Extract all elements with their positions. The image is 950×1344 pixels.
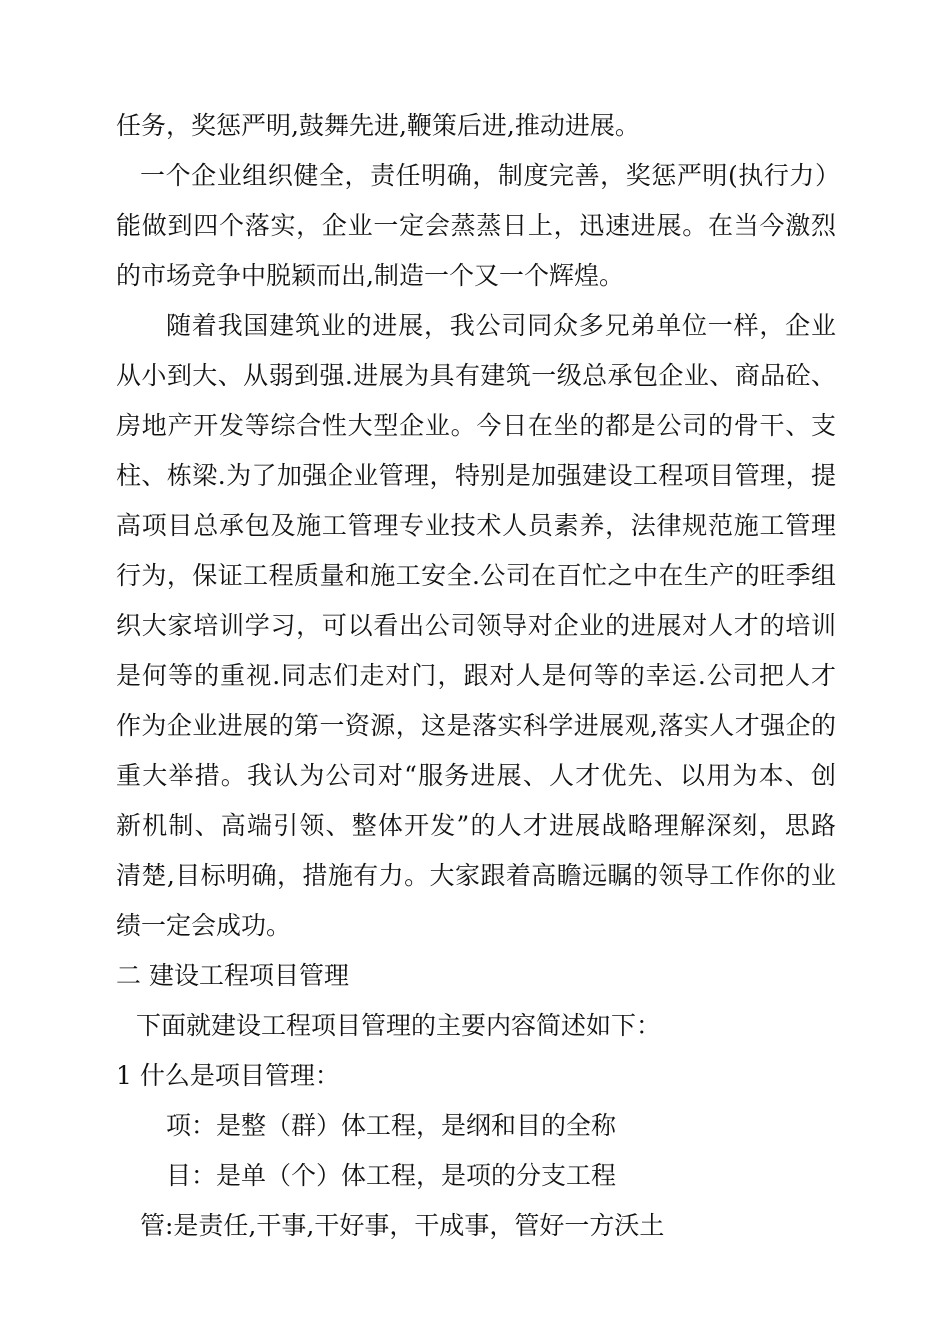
text-line-16: 清楚,目标明确，措施有力。大家跟着高瞻远瞩的领导工作你的业	[116, 861, 837, 890]
subsection-heading: 1 什么是项目管理：	[116, 1061, 340, 1090]
text-line-8: 柱、栋梁.为了加强企业管理，特别是加强建设工程项目管理，提	[116, 461, 837, 490]
text-line-2: 一个企业组织健全，责任明确，制度完善，奖惩严明(执行力）	[140, 161, 841, 190]
text-line-19: 下面就建设工程项目管理的主要内容简述如下：	[136, 1011, 662, 1040]
definition-line-2: 目：是单（个）体工程，是项的分支工程	[166, 1161, 617, 1190]
text-line-17: 绩一定会成功。	[116, 911, 292, 940]
text-line-11: 织大家培训学习，可以看出公司领导对企业的进展对人才的培训	[116, 611, 837, 640]
text-line-13: 作为企业进展的第一资源，这是落实科学进展观,落实人才强企的	[116, 711, 837, 740]
text-line-1: 任务，奖惩严明,鼓舞先进,鞭策后进,推动进展。	[116, 111, 640, 140]
text-line-10: 行为，保证工程质量和施工安全.公司在百忙之中在生产的旺季组	[116, 561, 837, 590]
text-line-3: 能做到四个落实，企业一定会蒸蒸日上，迅速进展。在当今激烈	[116, 211, 837, 240]
text-line-5: 随着我国建筑业的进展，我公司同众多兄弟单位一样，企业	[166, 311, 837, 340]
text-line-7: 房地产开发等综合性大型企业。今日在坐的都是公司的骨干、支	[116, 411, 837, 440]
text-line-14: 重大举措。我认为公司对“服务进展、人才优先、以用为本、创	[116, 761, 838, 790]
text-line-12: 是何等的重视.同志们走对门，跟对人是何等的幸运.公司把人才	[116, 661, 838, 690]
text-line-15: 新机制、高端引领、整体开发”的人才进展战略理解深刻，思路	[116, 811, 838, 840]
section-heading: 二 建设工程项目管理	[116, 961, 349, 990]
definition-line-3: 管:是责任,干事,干好事，干成事，管好一方沃土	[140, 1211, 665, 1240]
text-line-6: 从小到大、从弱到强.进展为具有建筑一级总承包企业、商品砼、	[116, 361, 837, 390]
text-line-4: 的市场竞争中脱颖而出,制造一个又一个辉煌。	[116, 261, 624, 290]
definition-line-1: 项：是整（群）体工程，是纲和目的全称	[166, 1111, 617, 1140]
text-line-9: 高项目总承包及施工管理专业技术人员素养，法律规范施工管理	[116, 511, 837, 540]
